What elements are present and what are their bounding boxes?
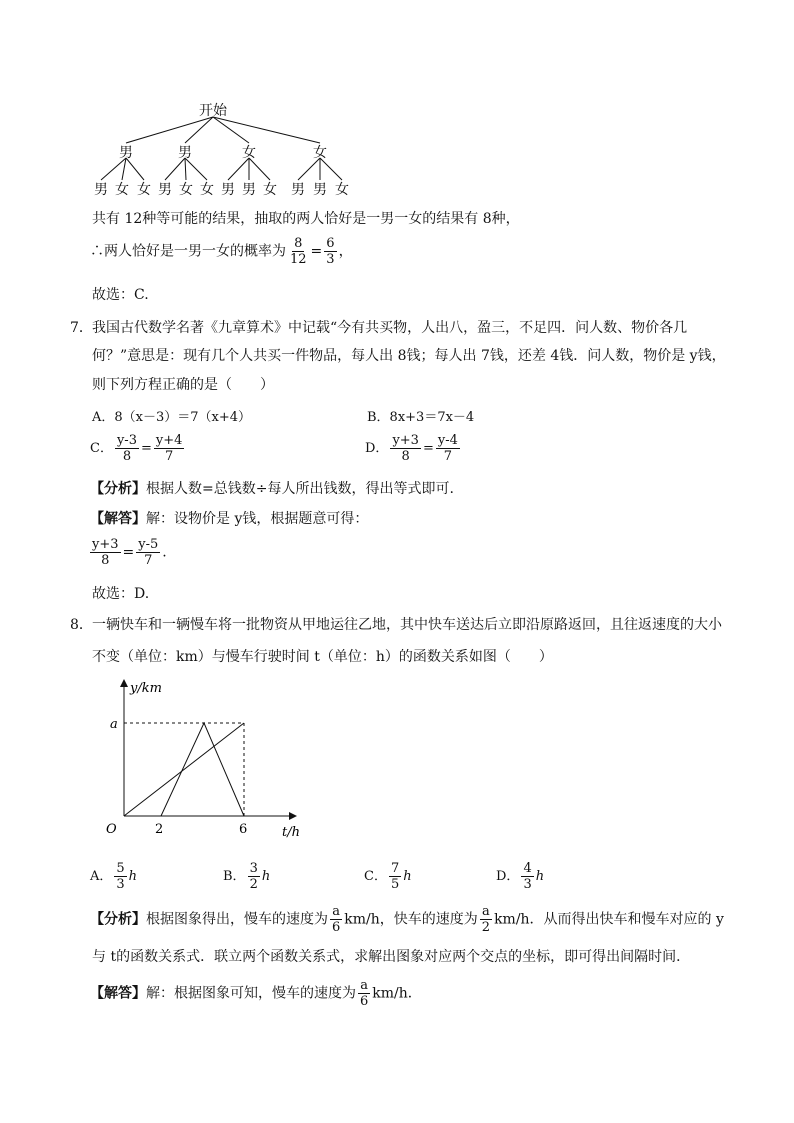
analysis: 【分析】根据图象得出，慢车的速度为 $\frac{a}{6}$ km/h，快车的速度为 $\frac{a}{2}$ km/h．从而得出快车和慢车对应的 y xyxy=(90,904,724,935)
prev-solution-text: ∴两人恰好是一男一女的概率为 xyxy=(90,243,286,260)
fraction: $\frac{a}{2}$ xyxy=(481,904,491,935)
tick-label-6: 6 xyxy=(239,822,248,837)
fraction: $\frac{y+4}{7}$ xyxy=(155,433,183,464)
fraction: $\frac{y-3}{8}$ xyxy=(116,433,137,464)
tree-level1-node: 男 xyxy=(119,145,133,161)
fraction: $\frac{6}{3}$ xyxy=(326,236,335,267)
tick-label-2: 2 xyxy=(155,822,164,837)
fraction: $\frac{5}{3}$ xyxy=(116,861,125,892)
option-b: B．8x+3＝7x－4 xyxy=(367,410,475,425)
tree-leaf-node: 女 xyxy=(263,182,277,198)
option-a: A．8（x－3）＝7（x+4） xyxy=(92,410,252,425)
slow-car-line xyxy=(124,723,244,816)
prev-solution-line2: ∴两人恰好是一男一女的概率为 $\frac{8}{12}$ = $\frac{6}{3}$ ， xyxy=(90,236,353,267)
tree-leaf-node: 女 xyxy=(137,182,151,198)
y-axis-label: y/km xyxy=(130,681,162,696)
question-number: 7． xyxy=(70,320,93,336)
tree-leaf-node: 男 xyxy=(94,182,108,198)
solution-tag: 【解答】 xyxy=(90,511,146,527)
distance-time-graph xyxy=(100,670,320,850)
analysis-line2: 与 t的函数关系式．联立两个函数关系式，求解出图象对应两个交点的坐标，即可得出间隔时间． xyxy=(92,949,691,965)
fraction: $\frac{y+3}{8}$ xyxy=(92,537,119,568)
question-stem: 一辆快车和一辆慢车将一批物资从甲地运往乙地，其中快车送达后立即沿原路返回，且往返速度的大小 xyxy=(92,617,722,633)
answer: 故选：D. xyxy=(92,586,150,602)
analysis-tag: 【分析】 xyxy=(90,911,146,928)
a-label: a xyxy=(110,717,118,732)
fraction: $\frac{8}{12}$ xyxy=(290,236,307,267)
option-c: C． $\frac{7}{5}$ h xyxy=(364,861,412,892)
fast-car-line xyxy=(161,723,244,816)
tree-level1-node: 女 xyxy=(242,145,256,161)
tree-leaf-node: 男 xyxy=(313,182,327,198)
origin-label: O xyxy=(106,822,117,837)
solution: 【解答】解：设物价是 y钱，根据题意可得： xyxy=(90,511,369,527)
fraction: $\frac{a}{6}$ xyxy=(360,978,369,1009)
question-number: 8． xyxy=(70,617,93,633)
fraction: $\frac{7}{5}$ xyxy=(390,861,400,892)
tree-leaf-node: 男 xyxy=(291,182,305,198)
tree-root: 开始 xyxy=(199,103,227,119)
fraction: $\frac{y-5}{7}$ xyxy=(138,537,159,568)
solution-equation: $\frac{y+3}{8}$ = $\frac{y-5}{7}$ . xyxy=(92,537,167,568)
tree-leaf-node: 男 xyxy=(158,182,172,198)
prev-answer: 故选：C. xyxy=(92,287,149,303)
prev-solution-line1: 共有 12种等可能的结果，抽取的两人恰好是一男一女的结果有 8种， xyxy=(92,211,520,227)
fraction: $\frac{a}{6}$ xyxy=(332,904,341,935)
question-stem: 不变（单位：km）与慢车行驶时间 t（单位：h）的函数关系如图（ ） xyxy=(92,649,553,665)
question-stem: 何？”意思是：现有几个人共买一件物品，每人出 8钱；每人出 7钱，还差 4钱．问人数，物价是 y钱， xyxy=(92,348,726,364)
tree-level1-node: 男 xyxy=(178,145,192,161)
fraction: $\frac{3}{2}$ xyxy=(249,861,258,892)
tree-leaf-node: 男 xyxy=(242,182,256,198)
question-stem: 则下列方程正确的是（ ） xyxy=(92,377,274,393)
x-axis-label: t/h xyxy=(282,825,300,840)
tree-level1-node: 女 xyxy=(313,145,327,161)
fraction: $\frac{y-4}{7}$ xyxy=(437,433,458,464)
solution-tag: 【解答】 xyxy=(90,985,146,1002)
option-a: A． $\frac{5}{3}$ h xyxy=(90,861,138,892)
tree-leaf-node: 女 xyxy=(200,182,214,198)
solution: 【解答】解：根据图象可知，慢车的速度为 $\frac{a}{6}$ km/h． xyxy=(90,978,422,1009)
option-c: C． $\frac{y-3}{8}$ = $\frac{y+4}{7}$ xyxy=(90,433,183,464)
tree-leaf-node: 男 xyxy=(221,182,235,198)
tree-leaf-node: 女 xyxy=(335,182,349,198)
option-b: B． $\frac{3}{2}$ h xyxy=(223,861,271,892)
tree-leaf-node: 女 xyxy=(179,182,193,198)
analysis-tag: 【分析】 xyxy=(90,481,146,497)
question-stem: 我国古代数学名著《九章算术》中记载“今有共买物，人出八，盈三，不足四．问人数、物价各几 xyxy=(92,320,688,336)
tree-leaf-node: 女 xyxy=(115,182,129,198)
fraction: $\frac{y+3}{8}$ xyxy=(392,433,419,464)
option-d: D． $\frac{y+3}{8}$ = $\frac{y-4}{7}$ xyxy=(365,433,458,464)
analysis: 【分析】根据人数=总钱数÷每人所出钱数，得出等式即可. xyxy=(90,481,454,497)
option-d: D． $\frac{4}{3}$ h xyxy=(496,861,545,892)
fraction: $\frac{4}{3}$ xyxy=(523,861,532,892)
